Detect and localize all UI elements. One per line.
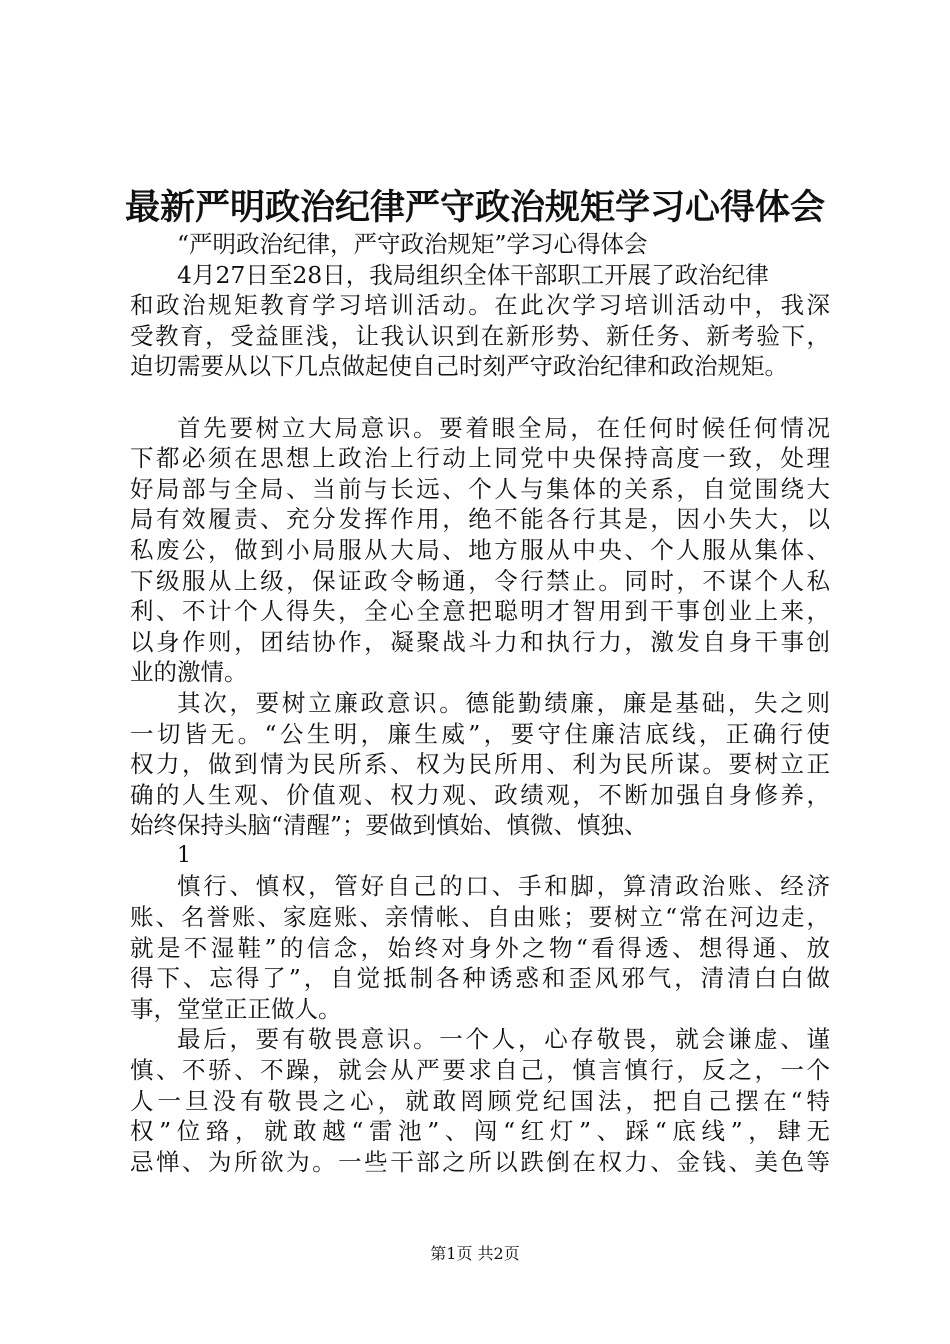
document-body (130, 229, 830, 1177)
blank-line (130, 382, 830, 413)
text-line: 受教育，受益匪浅，让我认识到在新形势、新任务、新考验下， (130, 321, 830, 350)
text-line: 得下、忘得了”，自觉抵制各种诱惑和歪风邪气，清清白白做 (130, 964, 830, 993)
text-line: 确的人生观、价值观、权力观、政绩观，不断加强自身修养， (130, 780, 830, 809)
text-line: 和政治规矩教育学习培训活动。在此次学习培训活动中，我深 (130, 291, 830, 320)
page-footer: 第1页 共2页 (430, 1244, 520, 1263)
text-line: 利、不计个人得失，全心全意把聪明才智用到干事创业上来， (130, 597, 830, 626)
text-line: 迫切需要从以下几点做起使自己时刻严守政治纪律和政治规矩。 (130, 352, 788, 381)
text-line: 首先要树立大局意识。要着眼全局，在任何时候任何情况 (177, 413, 830, 442)
text-line: 权力，做到情为民所系、权为民所用、利为民所谋。要树立正 (130, 750, 830, 779)
text-line: 以身作则，团结协作，凝聚战斗力和执行力，激发自身干事创 (130, 627, 830, 656)
text-line: 业的激情。 (130, 658, 248, 687)
text-line: 局有效履责、充分发挥作用，绝不能各行其是，因小失大，以 (130, 505, 830, 534)
page-number-marker: 1 (177, 842, 191, 868)
text-line: 一切皆无。“公生明，廉生威”，要守住廉洁底线，正确行使 (130, 719, 830, 748)
text-line: 慎行、慎权，管好自己的口、手和脚，算清政治账、经济 (177, 872, 830, 901)
text-line: 下都必须在思想上政治上行动上同党中央保持高度一致，处理 (130, 444, 830, 473)
document-title: 最新严明政治纪律严守政治规矩学习心得体会 (124, 188, 825, 228)
text-line: 4月27日至28日，我局组织全体干部职工开展了政治纪律 (177, 260, 769, 289)
text-line: 权”位臵，就敢越“雷池”、闯“红灯”、踩“底线”，肆无 (130, 1117, 830, 1146)
text-line: 最后，要有敬畏意识。一个人，心存敬畏，就会谦虚、谨 (177, 1025, 830, 1054)
text-line: 下级服从上级，保证政令畅通，令行禁止。同时，不谋个人私 (130, 566, 830, 595)
text-line: 私废公，做到小局服从大局、地方服从中央、个人服从集体、 (130, 535, 830, 564)
text-line: 好局部与全局、当前与长远、个人与集体的关系，自觉围绕大 (130, 474, 830, 503)
subtitle-line: “严明政治纪律，严守政治规矩”学习心得体会 (177, 230, 648, 258)
text-line: 始终保持头脑“清醒”；要做到慎始、慎微、慎独、 (130, 811, 648, 840)
text-line: 人一旦没有敬畏之心，就敢罔顾党纪国法，把自己摆在“特 (130, 1086, 830, 1115)
text-line: 忌惮、为所欲为。一些干部之所以跌倒在权力、金钱、美色等 (130, 1147, 830, 1176)
text-line: 账、名誉账、家庭账、亲情帐、自由账；要树立“常在河边走， (130, 903, 830, 932)
text-line: 就是不湿鞋”的信念，始终对身外之物“看得透、想得通、放 (130, 933, 830, 962)
text-line: 其次，要树立廉政意识。德能勤绩廉，廉是基础，失之则 (177, 688, 830, 717)
text-line: 事，堂堂正正做人。 (130, 994, 342, 1023)
text-line: 慎、不骄、不躁，就会从严要求自己，慎言慎行，反之，一个 (130, 1056, 830, 1085)
